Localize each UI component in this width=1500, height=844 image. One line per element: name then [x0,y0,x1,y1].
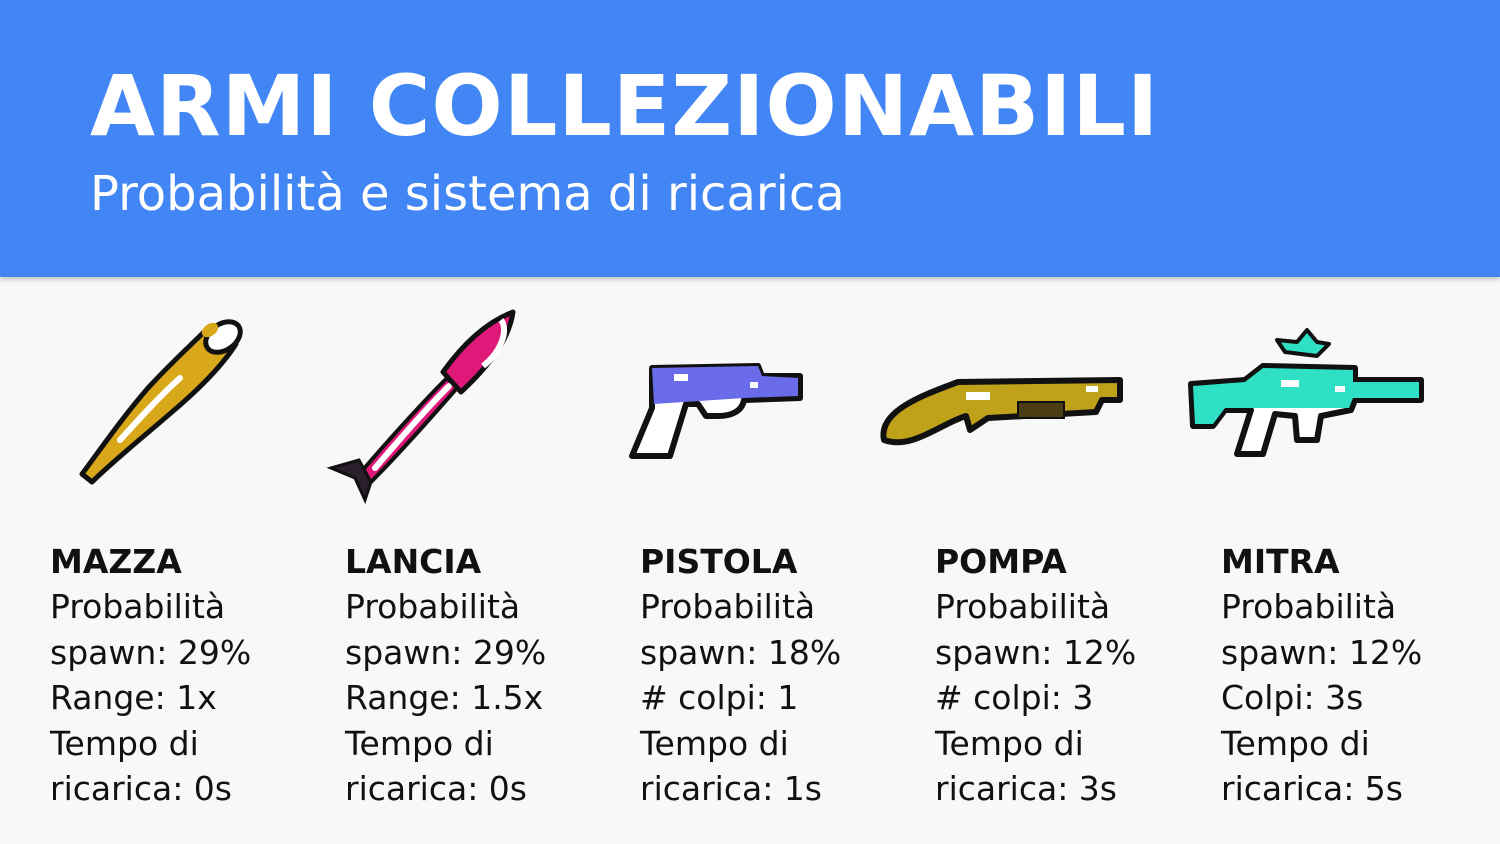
spear-icon [325,300,525,505]
weapon-stat-line: Tempo di [50,723,199,763]
weapon-stat-line: spawn: 18% [640,632,842,672]
weapon-stat-line: Probabilità [50,587,226,626]
weapon-stat-line: # colpi: 3 [935,678,1094,717]
pistol-icon [622,300,812,470]
weapon-name: LANCIA [345,542,482,581]
weapon-name: POMPA [935,542,1067,581]
weapon-card-pompa [935,540,1215,812]
weapon-name: PISTOLA [640,542,798,581]
weapon-card-mazza [50,540,330,812]
weapon-stat-line: Tempo di [640,723,789,763]
weapon-stat-line: # colpi: 1 [640,678,799,717]
weapon-stat-line: ricarica: 1s [640,769,822,808]
weapon-stat-line: Tempo di [345,723,494,763]
rifle-icon [1185,300,1430,475]
weapon-card-lancia [345,540,625,812]
weapon-stat-line: Colpi: 3s [1221,678,1364,717]
weapon-stat-line: Tempo di [1221,723,1370,763]
weapon-card-mitra [1221,540,1500,812]
weapon-stat-line: ricarica: 0s [345,769,527,808]
weapon-stat-line: ricarica: 0s [50,769,232,808]
weapon-name: MITRA [1221,542,1340,581]
weapon-stat-line: Probabilità [640,587,816,626]
weapon-stat-line: Probabilità [935,587,1111,626]
page-title: ARMI COLLEZIONABILI [90,57,1160,155]
weapon-stat-line: spawn: 12% [935,632,1137,672]
weapon-stat-line: spawn: 29% [50,632,252,672]
weapon-stat-line: Range: 1.5x [345,678,544,717]
weapon-stat-line: spawn: 12% [1221,632,1423,672]
weapon-stat-line: spawn: 29% [345,632,547,672]
weapon-stat-line: Tempo di [935,723,1084,763]
weapon-card-pistola [640,540,920,812]
weapon-name: MAZZA [50,542,182,581]
weapon-stat-line: Probabilità [1221,587,1397,626]
header-banner [0,0,1500,277]
page-subtitle: Probabilità e sistema di ricarica [90,166,845,222]
club-icon [60,300,260,500]
weapon-stat-line: Probabilità [345,587,521,626]
weapon-stat-line: ricarica: 5s [1221,769,1403,808]
weapon-stat-line: ricarica: 3s [935,769,1117,808]
shotgun-icon [870,300,1130,470]
weapon-stat-line: Range: 1x [50,678,217,717]
